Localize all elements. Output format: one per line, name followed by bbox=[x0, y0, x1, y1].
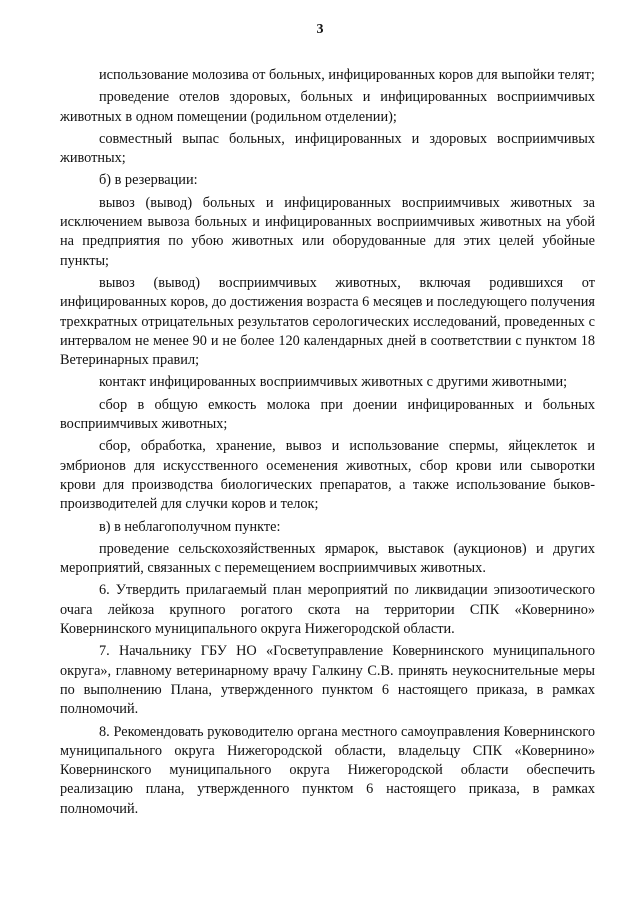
paragraph-reservation-heading: б) в резервации: bbox=[99, 172, 198, 189]
paragraph-unfavorable-heading: в) в неблагополучном пункте: bbox=[99, 518, 281, 535]
paragraph-removal-sick: вывоз (вывод) больных и инфицированных восприимчивых животных за исключением вывоза больных и инфицированных восприимчивых животных на убой на предприятия по убою животных или оборудованные для этих целей убойные пункты; bbox=[60, 194, 595, 269]
paragraph-calving: проведение отелов здоровых, больных и инфицированных восприимчивых животных в одном помещении (родильном отделении); bbox=[60, 89, 595, 125]
paragraph-item-7: 7. Начальнику ГБУ НО «Госветуправление Ковернинского муниципального округа», главному ветеринарному врачу Галкину С.В. принять неукоснительные меры по выполнению Плана, утвержденного пунктом 6 настоящего приказа, в рамках полномочий. bbox=[60, 643, 595, 718]
paragraph-milk-collection: сбор в общую емкость молока при доении инфицированных и больных восприимчивых животных; bbox=[60, 396, 595, 433]
paragraph-semen-blood: сбор, обработка, хранение, вывоз и использование спермы, яйцеклеток и эмбрионов для искусственного осеменения животных, сбор крови или сыворотки крови для производства биологических препаратов, а также использование быков-производителей для случки коров и телок; bbox=[60, 438, 595, 513]
document-body bbox=[60, 66, 595, 819]
paragraph-item-6: 6. Утвердить прилагаемый план мероприятий по ликвидации эпизоотического очага лейкоза крупного рогатого скота на территории СПК «Ковернино» Ковернинского муниципального округа Нижегородской области. bbox=[60, 582, 595, 638]
paragraph-joint-grazing: совместный выпас больных, инфицированных и здоровых восприимчивых животных; bbox=[60, 130, 595, 167]
page-number: 3 bbox=[316, 22, 324, 37]
paragraph-contact: контакт инфицированных восприимчивых животных с другими животными; bbox=[99, 374, 568, 391]
paragraph-removal-young: вывоз (вывод) восприимчивых животных, включая родившихся от инфицированных коров, до достижения возраста 6 месяцев и последующего получения трехкратных отрицательных результатов серологических исследований, проведенных с интервалом не менее 90 и не более 120 календарных дней в соответствии с пунктом 18 Ветеринарных правил; bbox=[60, 274, 595, 369]
paragraph-colostrum: использование молозива от больных, инфицированных коров для выпойки телят; bbox=[99, 67, 595, 83]
paragraph-fairs: проведение сельскохозяйственных ярмарок, выставок (аукционов) и других мероприятий, связанных с перемещением восприимчивых животных. bbox=[60, 540, 595, 577]
paragraph-item-8: 8. Рекомендовать руководителю органа местного самоуправления Ковернинского муниципального округа Нижегородской области, владельцу СПК «Ковернино» Ковернинского муниципального округа Нижегородской области обеспечить реализацию плана, утвержденного пунктом 6 настоящего приказа, в рамках полномочий. bbox=[60, 723, 595, 817]
